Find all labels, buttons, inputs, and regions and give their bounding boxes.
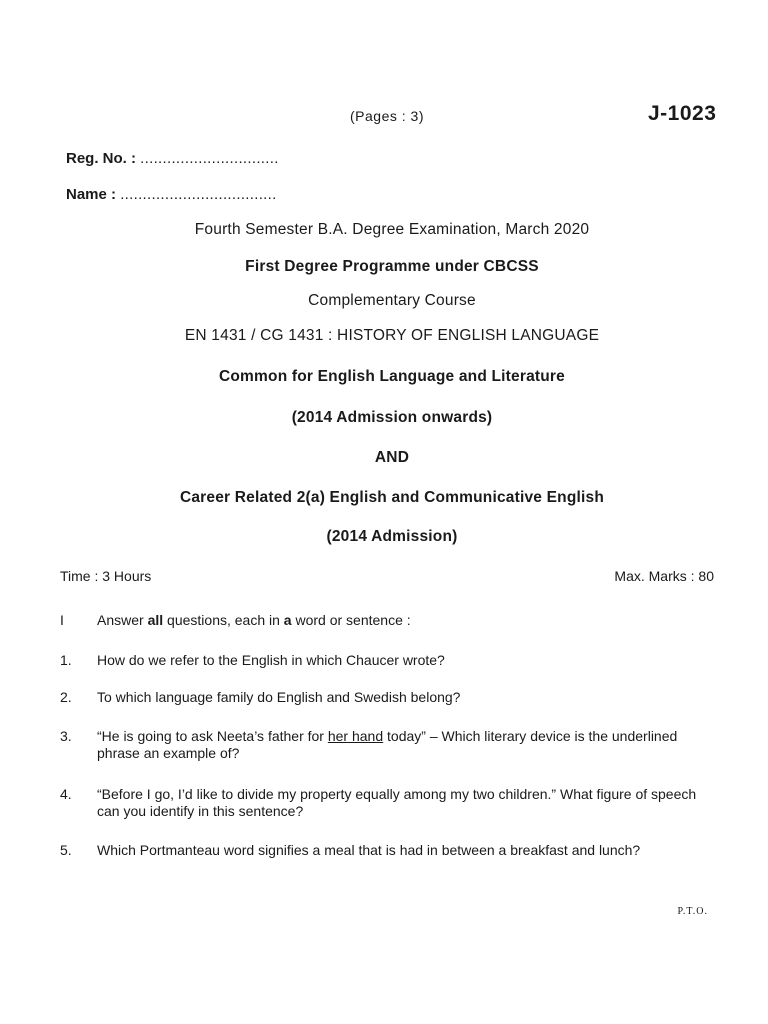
name-field <box>66 186 277 203</box>
name-dots: ................................... <box>120 186 277 203</box>
reg-no-field <box>66 150 279 167</box>
section-instruction: Answer all questions, each in a word or sentence : <box>97 612 411 628</box>
question-number: 1. <box>60 652 72 668</box>
common-for-line: Common for English Language and Literature <box>219 368 565 385</box>
exam-title: Fourth Semester B.A. Degree Examination, March 2020 <box>194 221 590 238</box>
question-text: How do we refer to the English in which Chaucer wrote? <box>97 652 445 668</box>
question-text: “He is going to ask Neeta’s father for her hand today” – Which literary device is the underlined phrase an example of? <box>97 728 678 761</box>
underlined-phrase: her hand <box>327 728 384 744</box>
section-number: I <box>60 612 64 628</box>
career-related-line: Career Related 2(a) English and Communicative English <box>179 489 605 506</box>
exam-code: J-1023 <box>648 102 717 125</box>
course-code-title: EN 1431 / CG 1431 : HISTORY OF ENGLISH LANGUAGE <box>184 327 600 344</box>
course-type: Complementary Course <box>308 292 476 309</box>
name-label: Name : <box>66 186 117 203</box>
question-number: 3. <box>60 728 72 744</box>
admission-line-1: (2014 Admission onwards) <box>291 409 493 426</box>
and-line: AND <box>374 449 410 466</box>
question-number: 4. <box>60 786 72 802</box>
question-text: Which Portmanteau word signifies a meal that is had in between a breakfast and lunch? <box>97 842 641 858</box>
max-marks: Max. Marks : 80 <box>614 568 714 584</box>
reg-no-label: Reg. No. : <box>66 150 136 167</box>
question-text: “Before I go, I’d like to divide my property equally among my two children.” What figure of speech can you identify in this sentence? <box>97 786 697 819</box>
pto-mark: P.T.O. <box>677 906 708 917</box>
question-number: 2. <box>60 689 72 705</box>
question-text: To which language family do English and Swedish belong? <box>97 689 461 705</box>
question-number: 5. <box>60 842 72 858</box>
programme-title: First Degree Programme under CBCSS <box>245 258 539 275</box>
reg-no-dots: ............................... <box>140 150 279 167</box>
time-allowed: Time : 3 Hours <box>60 568 152 584</box>
page-count: (Pages : 3) <box>350 108 424 124</box>
admission-line-2: (2014 Admission) <box>326 528 458 545</box>
